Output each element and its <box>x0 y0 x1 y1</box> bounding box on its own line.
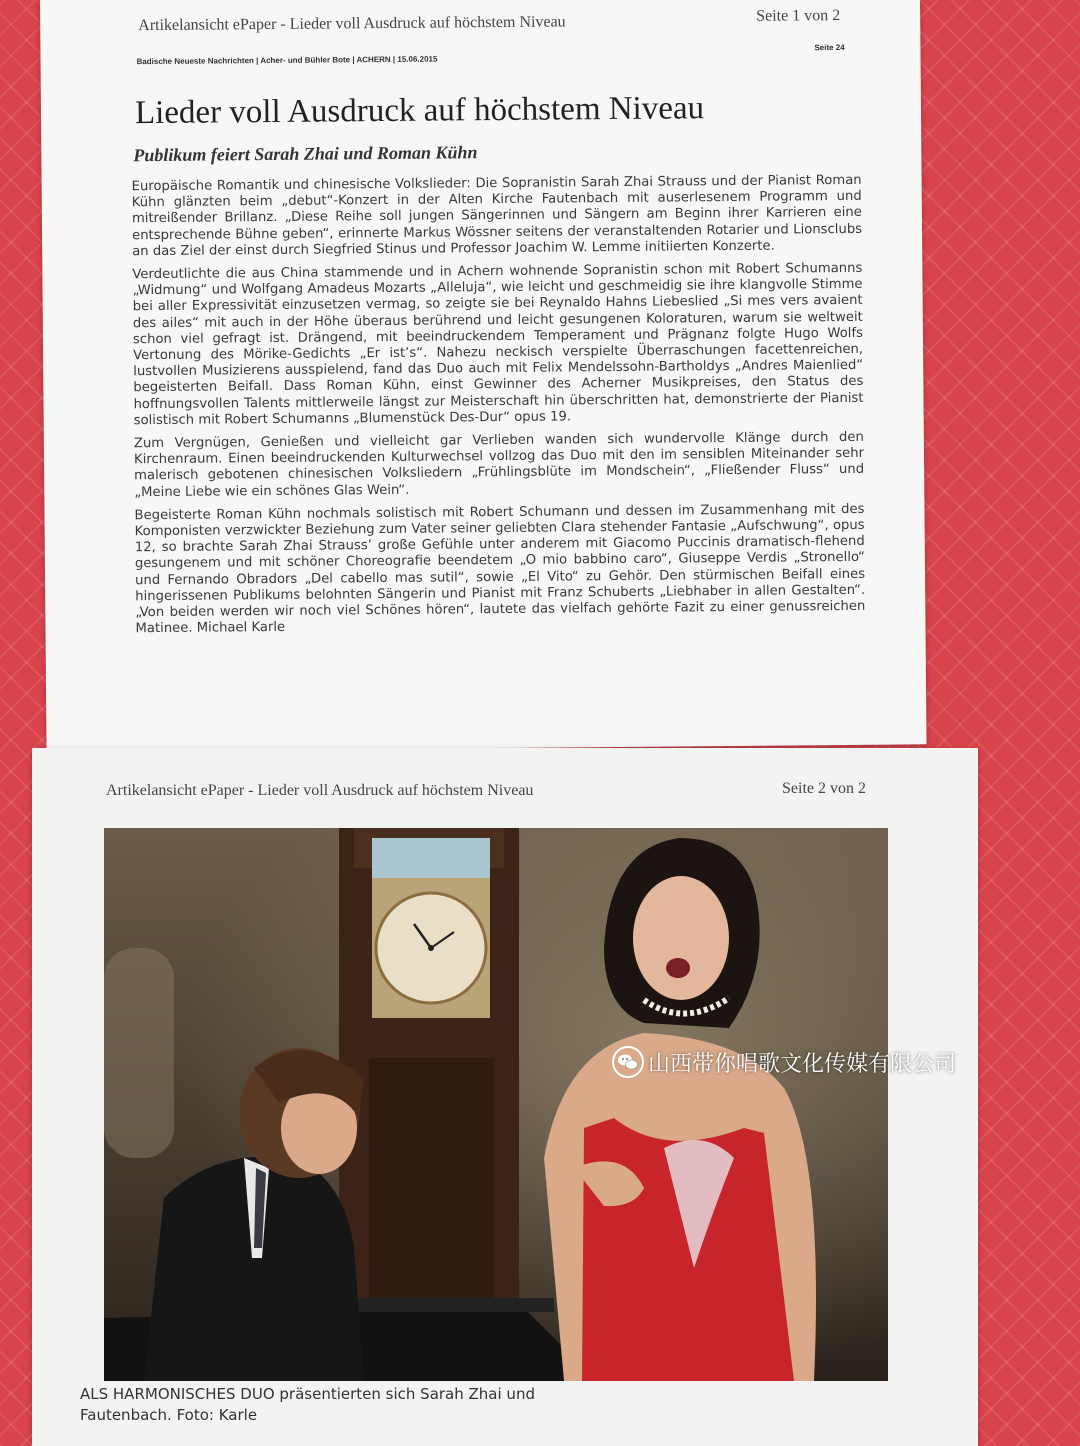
article-subheadline: Publikum feiert Sarah Zhai und Roman Kühn <box>133 142 478 166</box>
wechat-watermark <box>612 1044 956 1080</box>
concert-photo-illustration <box>104 828 888 1381</box>
article-paragraph: Europäische Romantik und chinesische Volkslieder: Die Sopranistin Sarah Zhai Strauss und der Pianist Roman Kühn glänzten beim „debut“-Konzert in der Alten Kirche Fautenbach mit auserlesenem Programm und mitreißender Brillanz. „Diese Reihe soll jungen Sängerinnen und Sängern am Beginn ihrer Karrieren eine entsprechende Bühne geben“, erinnerte Markus Wössner seitens der veranstaltenden Rotarier und Lionsclubs an das Ziel der einst durch Siegfried Stinus und Professor Joachim W. Lemme initiierten Konzerte. <box>131 172 863 260</box>
lattice-window <box>104 948 174 1158</box>
article-paragraph: Verdeutlichte die aus China stammende und in Achern wohnende Sopranistin schon mit Robert Schumanns „Widmung“ und Wolfgang Amadeus Mozarts „Alleluja“, wie leicht und geschmeidig sie ihre klangvolle Stimme bei aller Expressivität einzusetzen vermag, so zeigte sie bei Reynaldo Hahns Liebeslied „Si mes vers avaient des ailes“ mit auch in der Höhe überaus berührend und leicht gesungenen Koloraturen, warum sie weltweit schon viel gefragt ist. Drängend, mit beeindruckendem Temperament und Prägnanz folgte Hugo Wolfs Vertonung des Mörike-Gedichts „Er ist’s“. Nahezu neckisch verspielte Überraschungen facettenreichen, lustvollen Musizierens ausspielend, fand das Duo auch mit Felix Mendelssohn-Bartholdys „Andres Maienlied“ begeisterten Beifall. Dass Roman Kühn, einst Gewinner des Acherner Musikpreises, den Status des hoffnungsvollen Talents mittlerweile längst zur Meisterschaft hin überschritten hat, demonstrierte der Pianist solistisch mit Robert Schumanns „Blumenstück Des-Dur“ opus 19. <box>132 260 864 429</box>
page2-header-page-number: Seite 2 von 2 <box>782 780 866 797</box>
article-page-1 <box>40 0 927 752</box>
article-body <box>132 173 866 645</box>
page1-source-line: Badische Neueste Nachrichten | Acher- und Bühler Bote | ACHERN | 15.06.2015 <box>136 54 438 67</box>
article-paragraph: Zum Vergnügen, Genießen und vielleicht gar Verlieben wanden sich wundervolle Klänge durch den Kirchenraum. Einen beeindruckenden Kulturwechsel vollzog das Duo mit den im sensiblen Miteinander sehr malerisch gebotenen chinesischen Volksliedern „Frühlingsblüte im Mondschein“, „Fließender Fluss“ und „Meine Liebe wie ein schönes Glas Wein“. <box>133 429 865 500</box>
article-paragraph: Begeisterte Roman Kühn nochmals solistisch mit Robert Schumann und dessen im Zusammenhang mit des Komponisten verzwickter Beziehung zum Vater seiner geliebten Clara stehender Fantasie „Aufschwung“, opus 12, so brachte Sarah Zhai Strauss’ große Gefühle unter anderem mit Giacomo Puccinis dramatisch-flehend gesungenem und mit schöner Choreografie beendetem „O mio babbino caro“, Giuseppe Verdis „Stronello“ und Fernando Obradors „Del cabello mas sutil“, sowie „El Vito“ zu Gehör. Den stürmischen Beifall eines hingerissenen Publikums belohnten Sängerin und Pianist mit Franz Schuberts „Liebhaber in allen Gestalten“. „Von beiden werden wir noch viel Schönes hören“, lautete das vielfach gehörte Fazit zu einer genussreichen Matinee. Michael Karle <box>134 501 866 637</box>
photo-caption-line-1: ALS HARMONISCHES DUO präsentierten sich Sarah Zhai und <box>80 1385 535 1403</box>
photo-caption <box>80 1384 940 1426</box>
concert-photo <box>104 828 888 1381</box>
watermark-text: 山西带你唱歌文化传媒有限公司 <box>648 1051 957 1077</box>
wechat-icon <box>612 1046 644 1078</box>
page1-header-page-number: Seite 1 von 2 <box>756 7 841 25</box>
page1-source-page: Seite 24 <box>814 42 845 53</box>
photo-caption-line-2: Fautenbach. Foto: Karle <box>80 1406 258 1424</box>
page1-header-title: Artikelansicht ePaper - Lieder voll Ausdruck auf höchstem Niveau <box>138 13 566 35</box>
article-headline: Lieder voll Ausdruck auf höchstem Niveau <box>134 90 705 132</box>
article-page-2 <box>32 748 978 1446</box>
page2-header-title: Artikelansicht ePaper - Lieder voll Ausdruck auf höchstem Niveau <box>106 782 534 799</box>
